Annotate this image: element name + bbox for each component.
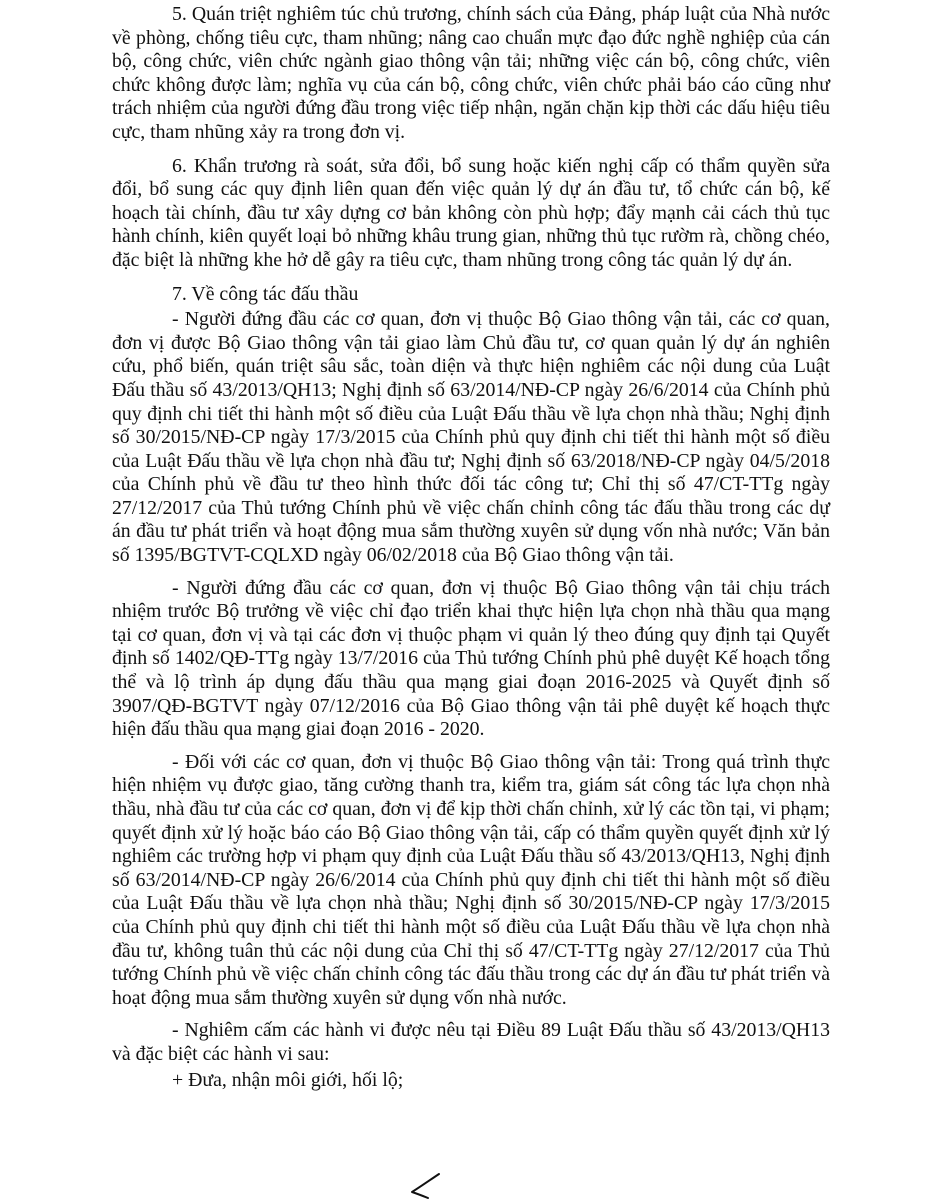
pen-mark-icon [408,1170,448,1200]
paragraph-item-6: 6. Khẩn trương rà soát, sửa đổi, bổ sung hoặc kiến nghị cấp có thẩm quyền sửa đổi, bổ sung các quy định liên quan đến việc quản lý dự án đầu tư, tổ chức cán bộ, kế hoạch tài chính, đầu tư xây dựng cơ bản không còn phù hợp; đẩy mạnh cải cách thủ tục hành chính, kiên quyết loại bỏ những khâu trung gian, những thủ tục rườm rà, chồng chéo, đặc biệt là những khe hở dễ gây ra tiêu cực, tham nhũng trong công tác quản lý dự án. [112,154,830,271]
paragraph-online-bidding: - Người đứng đầu các cơ quan, đơn vị thuộc Bộ Giao thông vận tải chịu trách nhiệm trước Bộ trưởng về việc chỉ đạo triển khai thực hiện lựa chọn nhà thầu qua mạng tại cơ quan, đơn vị và tại các đơn vị thuộc phạm vi quản lý theo đúng quy định tại Quyết định số 1402/QĐ-TTg ngày 13/7/2016 của Thủ tướng Chính phủ phê duyệt Kế hoạch tổng thể và lộ trình áp dụng đấu thầu qua mạng giai đoạn 2016-2025 và Quyết định số 3907/QĐ-BGTVT ngày 07/12/2016 của Bộ Giao thông vận tải phê duyệt kế hoạch thực hiện đấu thầu qua mạng giai đoạn 2016 - 2020. [112,576,830,741]
paragraph-bidding-leaders: - Người đứng đầu các cơ quan, đơn vị thuộc Bộ Giao thông vận tải, các cơ quan, đơn vị được Bộ Giao thông vận tải giao làm Chủ đầu tư, cơ quan quản lý dự án nghiên cứu, phổ biến, quán triệt sâu sắc, toàn diện và thực hiện nghiêm các nội dung của Luật Đấu thầu số 43/2013/QH13; Nghị định số 63/2014/NĐ-CP ngày 26/6/2014 của Chính phủ quy định chi tiết thi hành một số điều của Luật Đấu thầu về lựa chọn nhà thầu; Nghị định số 30/2015/NĐ-CP ngày 17/3/2015 của Chính phủ quy định chi tiết thi hành một số điều của Luật Đấu thầu về lựa chọn nhà đầu tư; Nghị định số 63/2018/NĐ-CP ngày 04/5/2018 của Chính phủ về đầu tư theo hình thức đối tác công tư; Chỉ thị số 47/CT-TTg ngày 27/12/2017 của Thủ tướng Chính phủ về việc chấn chỉnh công tác đấu thầu trong các dự án đầu tư phát triển và hoạt động mua sắm thường xuyên sử dụng vốn nhà nước; Văn bản số 1395/BGTVT-CQLXD ngày 06/02/2018 của Bộ Giao thông vận tải. [112,308,830,567]
paragraph-item-5: 5. Quán triệt nghiêm túc chủ trương, chính sách của Đảng, pháp luật của Nhà nước về phòng, chống tiêu cực, tham nhũng; nâng cao chuẩn mực đạo đức nghề nghiệp của cán bộ, công chức, viên chức ngành giao thông vận tải; những việc cán bộ, công chức, viên chức không được làm; nghĩa vụ của cán bộ, công chức, viên chức phải báo cáo cũng như trách nhiệm của người đứng đầu trong việc tiếp nhận, ngăn chặn kịp thời các dấu hiệu tiêu cực, tham nhũng xảy ra trong đơn vị. [112,3,830,143]
paragraph-inspection: - Đối với các cơ quan, đơn vị thuộc Bộ Giao thông vận tải: Trong quá trình thực hiện nhiệm vụ được giao, tăng cường thanh tra, kiểm tra, giám sát công tác lựa chọn nhà thầu, nhà đầu tư của các cơ quan, đơn vị để kịp thời chấn chỉnh, xử lý các tồn tại, vi phạm; quyết định xử lý hoặc báo cáo Bộ Giao thông vận tải, cấp có thẩm quyền quyết định xử lý nghiêm các trường hợp vi phạm quy định của Luật Đấu thầu số 43/2013/QH13, Nghị định số 63/2014/NĐ-CP ngày 26/6/2014 của Chính phủ quy định chi tiết thi hành một số điều của Luật Đấu thầu về lựa chọn nhà thầu; Nghị định số 30/2015/NĐ-CP ngày 17/3/2015 của Chính phủ quy định chi tiết thi hành một số điều của Luật Đấu thầu về lựa chọn nhà đầu tư, không tuân thủ các nội dung của Chỉ thị số 47/CT-TTg ngày 27/12/2017 của Thủ tướng Chính phủ về việc chấn chỉnh công tác đấu thầu trong các dự án đầu tư phát triển và hoạt động mua sắm thường xuyên sử dụng vốn nhà nước. [112,750,830,1009]
section-heading-bidding: 7. Về công tác đấu thầu [172,282,359,305]
document-body [112,3,830,1092]
list-item-bribery: + Đưa, nhận môi giới, hối lộ; [172,1068,404,1091]
paragraph-prohibited-acts: - Nghiêm cấm các hành vi được nêu tại Điều 89 Luật Đấu thầu số 43/2013/QH13 và đặc biệt các hành vi sau: [112,1019,830,1065]
